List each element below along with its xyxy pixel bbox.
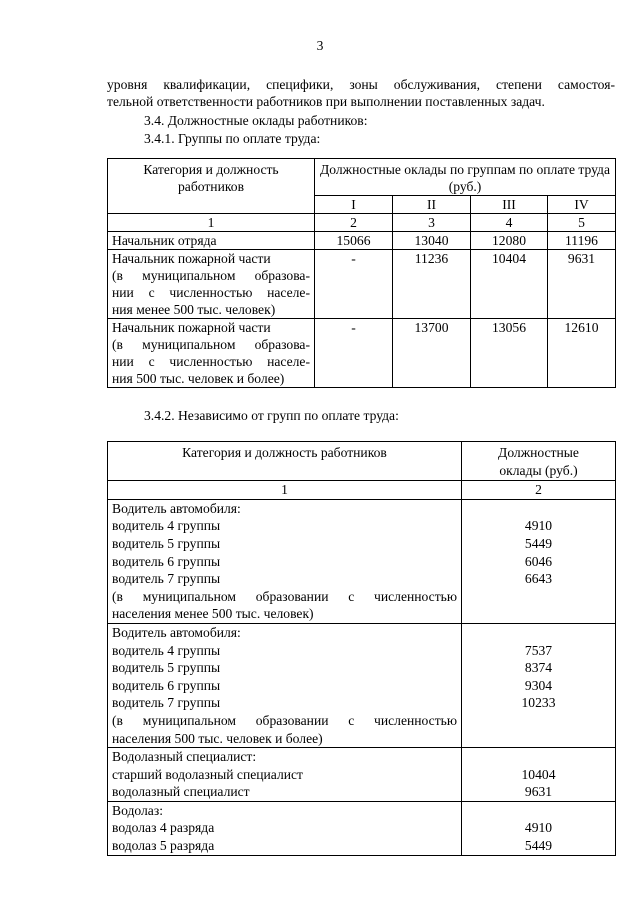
t2-item-name: водолаз 5 разряда: [112, 838, 215, 854]
t2-header-category: Категория и должность работников: [108, 442, 462, 481]
t2-item-name: водитель 6 группы: [112, 553, 221, 569]
t2-item-value: 6046: [524, 553, 553, 569]
t2-item-value: 9304: [524, 677, 553, 693]
t1-row-name-line: ния 500 тыс. человек и более): [112, 371, 285, 386]
t1-cell: 13040: [393, 232, 471, 250]
t2-block-note: (в муниципальном образовании с численностью: [112, 588, 457, 604]
intro-line-1: уровня квалификации, специфики, зоны обслуживания, степени самостоя-: [107, 77, 615, 92]
t2-item-name: водитель 5 группы: [112, 660, 221, 676]
t2-block-note: (в муниципальном образовании с численностью: [112, 712, 457, 728]
t1-row-name-line: нии с численностью населе-: [112, 354, 310, 369]
table-row: [108, 623, 616, 747]
fixed-salaries-table: [107, 441, 616, 856]
section-3-4-heading: 3.4. Должностные оклады работников:: [144, 113, 368, 128]
t2-block-note: населения 500 тыс. человек и более): [112, 730, 323, 746]
salary-groups-table: [107, 158, 616, 388]
t1-cell: 13700: [393, 319, 471, 388]
table-row: [108, 748, 616, 802]
t1-cell: 11236: [393, 250, 471, 319]
intro-line-2: тельной ответственности работников при выполнении поставленных задач.: [107, 94, 545, 109]
t1-cell: 9631: [548, 250, 616, 319]
t2-item-name: водолазный специалист: [112, 784, 250, 800]
t2-item-value: 7537: [524, 642, 553, 658]
t2-item-name: водитель 7 группы: [112, 571, 221, 587]
t2-item-value: 4910: [524, 820, 553, 836]
t2-block-values: [462, 748, 616, 802]
table-row: [108, 801, 616, 855]
t2-col-num-1: 1: [108, 481, 462, 500]
t1-row-name-line: (в муниципальном образова-: [112, 337, 310, 352]
t1-row-name: [108, 250, 315, 319]
t2-block-names: [108, 801, 462, 855]
t2-item-value: 5449: [524, 838, 553, 854]
t1-cell: 12610: [548, 319, 616, 388]
table-row: [108, 319, 616, 388]
t1-col-num-1: 1: [108, 214, 315, 232]
t2-item-name: водитель 4 группы: [112, 642, 221, 658]
t2-block-title: Водолаз:: [112, 802, 163, 818]
t2-item-name: водитель 5 группы: [112, 535, 221, 551]
t2-item-name: старший водолазный специалист: [112, 766, 303, 782]
t1-row-name-line: нии с численностью населе-: [112, 285, 310, 300]
t2-column-numbers-row: [108, 481, 616, 500]
page-number: 3: [316, 38, 324, 53]
t1-cell: 10404: [471, 250, 548, 319]
section-3-4-2-heading: 3.4.2. Независимо от групп по оплате труда:: [144, 408, 399, 423]
t1-group-iii: III: [471, 196, 548, 214]
t1-group-iv: IV: [548, 196, 616, 214]
t1-cell: -: [315, 250, 393, 319]
t2-item-name: водитель 4 группы: [112, 518, 221, 534]
t2-item-value: 4910: [524, 518, 553, 534]
t2-item-name: водитель 7 группы: [112, 695, 221, 711]
t2-block-values: [462, 499, 616, 623]
t2-block-names: [108, 499, 462, 623]
t2-item-name: водолаз 4 разряда: [112, 820, 215, 836]
t1-col-num-3: 3: [393, 214, 471, 232]
t1-cell: 15066: [315, 232, 393, 250]
table-row: [108, 232, 616, 250]
t2-block-names: [108, 748, 462, 802]
t2-block-names: [108, 623, 462, 747]
t2-item-value: 5449: [524, 535, 553, 551]
t2-item-value: 9631: [524, 784, 553, 800]
t1-row-name-line: Начальник пожарной части: [112, 251, 271, 266]
t1-group-i: I: [315, 196, 393, 214]
t2-block-title: Водолазный специалист:: [112, 749, 257, 765]
t2-item-value: 8374: [524, 660, 553, 676]
t1-col-num-4: 4: [471, 214, 548, 232]
table-row: [108, 499, 616, 623]
t1-row-name-line: (в муниципальном образова-: [112, 268, 310, 283]
t2-block-title: Водитель автомобиля:: [112, 500, 241, 516]
t1-column-numbers-row: [108, 214, 616, 232]
t2-col-num-2: 2: [462, 481, 616, 500]
t2-item-value: 6643: [524, 571, 553, 587]
section-3-4-1-heading: 3.4.1. Группы по оплате труда:: [144, 131, 321, 146]
t1-group-ii: II: [393, 196, 471, 214]
t1-cell: 13056: [471, 319, 548, 388]
t1-cell: -: [315, 319, 393, 388]
t1-row-name-line: Начальник пожарной части: [112, 320, 271, 335]
t2-item-value: 10233: [521, 695, 556, 711]
t2-block-title: Водитель автомобиля:: [112, 624, 241, 640]
table-row: [108, 250, 616, 319]
t2-block-values: [462, 623, 616, 747]
t1-cell: 11196: [548, 232, 616, 250]
t1-cell: 12080: [471, 232, 548, 250]
t1-header-salaries: Должностные оклады по группам по оплате труда (руб.): [315, 159, 616, 196]
t2-block-note: населения менее 500 тыс. человек): [112, 606, 314, 622]
t2-block-values: [462, 801, 616, 855]
t2-header-salary: Должностные оклады (руб.): [462, 442, 616, 481]
t1-row-name-line: ния менее 500 тыс. человек): [112, 302, 276, 317]
t2-item-name: водитель 6 группы: [112, 677, 221, 693]
t1-header-category: Категория и должность работников: [108, 159, 315, 214]
t1-row-name: Начальник отряда: [108, 232, 315, 250]
t2-item-value: 10404: [521, 766, 556, 782]
t1-col-num-2: 2: [315, 214, 393, 232]
t1-col-num-5: 5: [548, 214, 616, 232]
t1-row-name: [108, 319, 315, 388]
